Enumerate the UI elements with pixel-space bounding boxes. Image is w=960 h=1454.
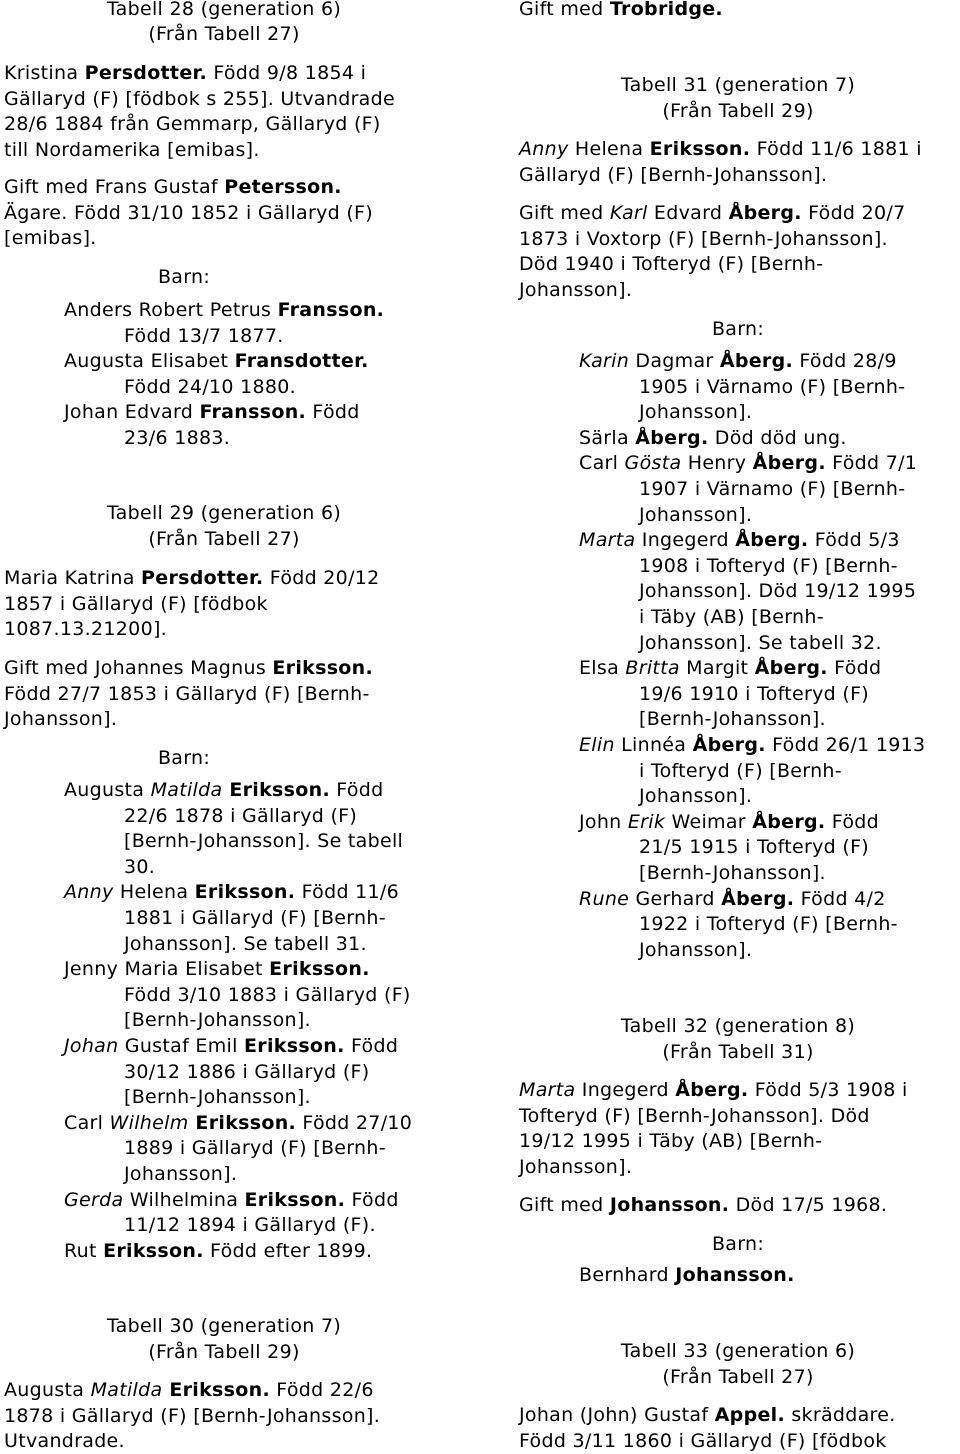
paragraph-line: till Nordamerika [emibas]. [4,138,260,161]
child-entry-line: 22/6 1878 i Gällaryd (F) [124,804,358,827]
child-entry-line: [Bernh-Johansson]. [639,708,826,731]
paragraph-line: Född 3/11 1860 i Gällaryd (F) [födbok [519,1429,887,1452]
child-entry-line: Johansson]. Se tabell 31. [124,932,367,955]
paragraph-line: Gällaryd (F) [födbok s 255]. Utvandrade [4,87,395,110]
child-entry-line: Elsa Britta Margit Åberg. Född [579,657,882,680]
child-entry-line: [Bernh-Johansson]. Se tabell [124,830,404,853]
child-entry-line: Johansson]. [639,938,753,961]
child-entry-line: Carl Wilhelm Eriksson. Född 27/10 [64,1111,413,1134]
child-entry-line: i Täby (AB) [Bernh- [639,606,824,628]
child-entry-line: Karin Dagmar Åberg. Född 28/9 [579,350,897,372]
child-entry-line: 21/5 1915 i Tofteryd (F) [639,836,870,859]
child-entry-line: 23/6 1883. [124,427,231,449]
child-entry-line: Bernhard Johansson. [579,1264,795,1286]
paragraph-line: Död 1940 i Tofteryd (F) [Bernh- [519,253,824,276]
child-entry-line: 30/12 1886 i Gällaryd (F) [124,1060,370,1083]
child-entry-line: Elin Linnéa Åberg. Född 26/1 1913 [579,734,926,756]
child-entry-line: Johansson]. [639,503,753,526]
table-heading: Tabell 29 (generation 6) [106,502,342,524]
table-heading: Tabell 32 (generation 8) [620,1015,856,1037]
paragraph-line: Anny Helena Eriksson. Född 11/6 1881 i [519,138,922,160]
child-entry-line: Johan Edvard Fransson. Född [64,401,360,424]
paragraph-line: 1857 i Gällaryd (F) [födbok [4,592,268,615]
paragraph-line: 28/6 1884 från Gemmarp, Gällaryd (F) [4,113,381,136]
paragraph-line: 1873 i Voxtorp (F) [Bernh-Johansson]. [519,227,888,250]
paragraph-line: Marta Ingegerd Åberg. Född 5/3 1908 i [519,1079,908,1101]
child-entry-line: 1881 i Gällaryd (F) [Bernh- [124,907,386,929]
child-entry-line: Särla Åberg. Död död ung. [579,426,847,449]
child-entry-line: [Bernh-Johansson]. [639,862,826,884]
child-entry-line: Carl Gösta Henry Åberg. Född 7/1 [579,452,918,475]
paragraph-line: Gällaryd (F) [Bernh-Johansson]. [519,163,828,186]
paragraph-line: 1878 i Gällaryd (F) [Bernh-Johansson]. [4,1404,381,1427]
child-entry-line: Född 13/7 1877. [124,324,284,347]
paragraph-line: Kristina Persdotter. Född 9/8 1854 i [4,62,367,84]
paragraph-line: 1087.13.21200]. [4,618,168,641]
paragraph-line: 19/12 1995 i Täby (AB) [Bernh- [519,1130,823,1153]
paragraph-line: Tofteryd (F) [Bernh-Johansson]. Död [519,1104,870,1127]
child-entry-line: Johansson]. Död 19/12 1995 [639,580,917,603]
table-from: (Från Tabell 29) [148,1341,300,1363]
child-entry-line: Johansson]. [124,1163,238,1185]
table-heading: Tabell 31 (generation 7) [620,74,856,96]
child-entry-line: Gerda Wilhelmina Eriksson. Född [64,1188,399,1211]
paragraph-line: Gift med Johansson. Död 17/5 1968. [519,1194,888,1216]
child-entry-line: 1922 i Tofteryd (F) [Bernh- [639,913,898,936]
child-entry-line: Rune Gerhard Åberg. Född 4/2 [579,887,886,910]
child-entry-line: [Bernh-Johansson]. [124,1009,311,1032]
paragraph-line: Gift med Karl Edvard Åberg. Född 20/7 [519,202,906,224]
child-entry-line: 19/6 1910 i Tofteryd (F) [639,682,870,705]
paragraph-line: Ägare. Född 31/10 1852 i Gällaryd (F) [4,201,373,224]
child-entry-line: Johansson]. [639,401,753,424]
child-entry-line: Augusta Matilda Eriksson. Född [64,779,384,801]
child-entry-line: John Erik Weimar Åberg. Född [579,810,879,833]
table-from: (Från Tabell 27) [662,1366,814,1388]
paragraph-line: Född 27/7 1853 i Gällaryd (F) [Bernh- [4,682,370,705]
child-entry-line: Augusta Elisabet Fransdotter. [64,350,369,373]
child-entry-line: Anders Robert Petrus Fransson. [64,299,385,321]
paragraph-line: Utvandrade. [4,1430,125,1453]
children-label: Barn: [157,747,211,769]
child-entry-line: Anny Helena Eriksson. Född 11/6 [64,881,400,904]
table-from: (Från Tabell 29) [662,100,814,122]
table-from: (Från Tabell 27) [148,528,300,550]
table-from: (Från Tabell 27) [148,23,300,45]
table-from: (Från Tabell 31) [662,1041,814,1063]
child-entry-line: Rut Eriksson. Född efter 1899. [64,1239,373,1262]
child-entry-line: 30. [124,855,156,878]
table-heading: Tabell 28 (generation 6) [106,0,342,20]
paragraph-line: Johan (John) Gustaf Appel. skräddare. [519,1404,896,1426]
paragraph-line: Maria Katrina Persdotter. Född 20/12 [4,567,380,589]
child-entry-line: Marta Ingegerd Åberg. Född 5/3 [579,529,900,552]
child-entry-line: 1907 i Värnamo (F) [Bernh- [639,478,906,500]
child-entry-line: i Tofteryd (F) [Bernh- [639,759,842,782]
child-entry-line: 1908 i Tofteryd (F) [Bernh- [639,554,898,577]
paragraph-line: Johansson]. [519,278,633,301]
child-entry-line: 1905 i Värnamo (F) [Bernh- [639,375,906,398]
child-entry-line: 1889 i Gällaryd (F) [Bernh- [124,1137,386,1160]
child-entry-line: Johansson]. [639,785,753,808]
paragraph-line: Gift med Trobridge. [519,0,723,20]
children-label: Barn: [711,1233,765,1255]
child-entry-line: Johan Gustaf Emil Eriksson. Född [64,1035,399,1057]
child-entry-line: [Bernh-Johansson]. [124,1086,311,1109]
children-label: Barn: [711,318,765,340]
child-entry-line: Jenny Maria Elisabet Eriksson. [64,958,370,981]
table-heading: Tabell 33 (generation 6) [620,1340,856,1362]
paragraph-line: Johansson]. [519,1155,633,1178]
paragraph-line: Gift med Frans Gustaf Petersson. [4,176,342,198]
child-entry-line: Född 24/10 1880. [124,375,297,398]
child-entry-line: 11/12 1894 i Gällaryd (F). [124,1214,376,1237]
paragraph-line: [emibas]. [4,227,97,250]
paragraph-line: Augusta Matilda Eriksson. Född 22/6 [4,1379,374,1401]
table-heading: Tabell 30 (generation 7) [106,1315,342,1337]
children-label: Barn: [157,266,211,288]
child-entry-line: Född 3/10 1883 i Gällaryd (F) [124,983,411,1006]
paragraph-line: Johansson]. [4,708,118,731]
paragraph-line: Gift med Johannes Magnus Eriksson. [4,657,374,679]
child-entry-line: Johansson]. Se tabell 32. [639,631,882,654]
